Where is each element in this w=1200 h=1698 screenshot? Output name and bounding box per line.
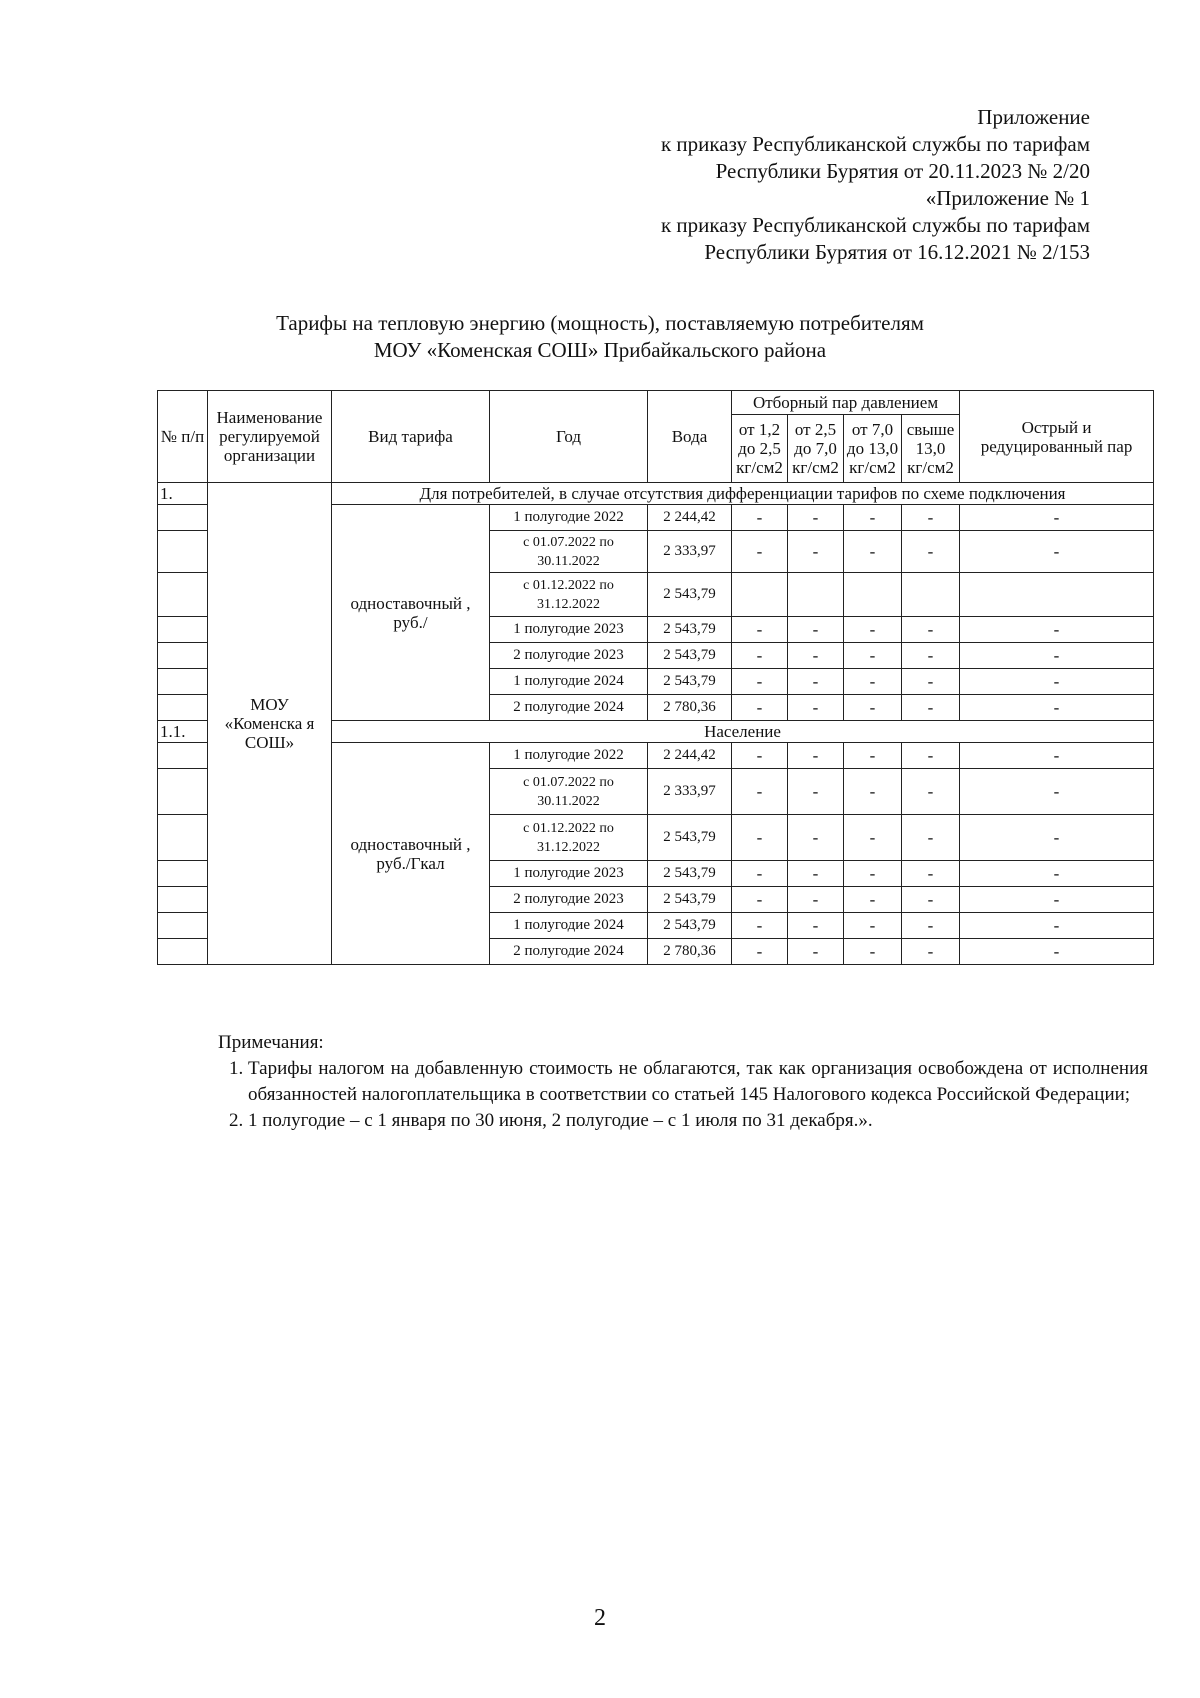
steam-cell: - (732, 695, 788, 721)
header-line: к приказу Республиканской службы по тарифам (660, 132, 1090, 156)
section-row (158, 483, 1154, 505)
steam-cell (902, 573, 960, 617)
steam-cell: - (902, 505, 960, 531)
water-cell: 2 543,79 (648, 913, 732, 939)
num-cell (158, 669, 208, 695)
col-header-steam-group: Отборный пар давлением (732, 391, 960, 415)
steam-cell: - (902, 643, 960, 669)
sharp-cell: - (960, 743, 1154, 769)
year-cell: 1 полугодие 2024 (490, 913, 648, 939)
steam-cell: - (902, 531, 960, 573)
header-row (158, 391, 1154, 415)
steam-cell: - (788, 643, 844, 669)
steam-cell: - (732, 861, 788, 887)
steam-cell: - (788, 887, 844, 913)
year-cell: 2 полугодие 2023 (490, 887, 648, 913)
water-cell: 2 333,97 (648, 531, 732, 573)
col-header-steam-3: от 7,0 до 13,0 кг/см2 (844, 415, 902, 483)
year-cell: с 01.12.2022 по 31.12.2022 (490, 573, 648, 617)
steam-cell: - (732, 769, 788, 815)
steam-cell: - (844, 695, 902, 721)
steam-cell: - (844, 531, 902, 573)
sharp-cell: - (960, 913, 1154, 939)
water-cell: 2 543,79 (648, 815, 732, 861)
steam-cell: - (844, 505, 902, 531)
sharp-cell: - (960, 531, 1154, 573)
col-header-type: Вид тарифа (332, 391, 490, 483)
steam-cell: - (732, 531, 788, 573)
water-cell: 2 543,79 (648, 617, 732, 643)
sharp-cell: - (960, 643, 1154, 669)
page-number: 2 (594, 1605, 606, 1631)
water-cell: 2 543,79 (648, 861, 732, 887)
steam-cell: - (902, 939, 960, 965)
steam-cell: - (902, 743, 960, 769)
steam-cell: - (788, 505, 844, 531)
num-cell (158, 573, 208, 617)
year-cell: 2 полугодие 2024 (490, 695, 648, 721)
water-cell: 2 244,42 (648, 743, 732, 769)
title-line-1: Тарифы на тепловую энергию (мощность), поставляемую потребителям (276, 311, 924, 335)
num-cell (158, 695, 208, 721)
sharp-cell: - (960, 505, 1154, 531)
steam-cell: - (732, 939, 788, 965)
tariff-type-cell: одноставочный , руб./ (332, 505, 490, 721)
steam-cell: - (902, 695, 960, 721)
year-cell: 1 полугодие 2022 (490, 743, 648, 769)
year-cell: 2 полугодие 2023 (490, 643, 648, 669)
col-header-year: Год (490, 391, 648, 483)
steam-cell: - (732, 913, 788, 939)
sharp-cell: - (960, 861, 1154, 887)
steam-cell: - (732, 815, 788, 861)
year-cell: с 01.07.2022 по 30.11.2022 (490, 769, 648, 815)
steam-cell: - (732, 743, 788, 769)
num-cell (158, 815, 208, 861)
steam-cell: - (844, 669, 902, 695)
sharp-cell: - (960, 695, 1154, 721)
steam-cell (788, 573, 844, 617)
col-header-steam-4: свыше 13,0 кг/см2 (902, 415, 960, 483)
water-cell: 2 244,42 (648, 505, 732, 531)
steam-cell (732, 573, 788, 617)
num-cell (158, 887, 208, 913)
num-cell (158, 769, 208, 815)
num-cell (158, 913, 208, 939)
note-item: 1. Тарифы налогом на добавленную стоимость не облагаются, так как организация освобождена от исполнения обязанностей налогоплательщика в соответствии со статьей 145 Налогового кодекса Российской Федерации; (248, 1056, 1148, 1108)
sharp-cell (960, 573, 1154, 617)
steam-cell: - (732, 505, 788, 531)
water-cell: 2 543,79 (648, 887, 732, 913)
sharp-cell: - (960, 815, 1154, 861)
header-line: Республики Бурятия от 16.12.2021 № 2/153 (704, 240, 1090, 264)
tariff-type-cell: одноставочный , руб./Гкал (332, 743, 490, 965)
steam-cell: - (844, 887, 902, 913)
section-title: Население (332, 721, 1154, 743)
steam-cell: - (844, 939, 902, 965)
year-cell: 1 полугодие 2023 (490, 617, 648, 643)
steam-cell: - (902, 769, 960, 815)
tariffs-table (157, 390, 1154, 965)
year-cell: 1 полугодие 2024 (490, 669, 648, 695)
water-cell: 2 543,79 (648, 573, 732, 617)
notes-block (218, 1030, 1148, 1134)
steam-cell: - (788, 669, 844, 695)
section-num: 1.1. (158, 721, 208, 743)
document-title (0, 310, 1200, 364)
steam-cell: - (844, 815, 902, 861)
year-cell: 2 полугодие 2024 (490, 939, 648, 965)
steam-cell: - (902, 861, 960, 887)
steam-cell: - (902, 617, 960, 643)
steam-cell: - (788, 743, 844, 769)
steam-cell: - (788, 939, 844, 965)
section-title: Для потребителей, в случае отсутствия дифференциации тарифов по схеме подключения (332, 483, 1154, 505)
notes-heading: Примечания: (218, 1032, 324, 1053)
notes-list (218, 1056, 1148, 1134)
sharp-cell: - (960, 887, 1154, 913)
col-header-org: Наименование регулируемой организации (208, 391, 332, 483)
org-name-cell: МОУ «Коменска я СОШ» (208, 483, 332, 965)
col-header-sharp: Острый и редуцированный пар (960, 391, 1154, 483)
num-cell (158, 643, 208, 669)
num-cell (158, 531, 208, 573)
steam-cell: - (902, 887, 960, 913)
col-header-num: № п/п (158, 391, 208, 483)
steam-cell: - (844, 861, 902, 887)
steam-cell: - (902, 815, 960, 861)
steam-cell: - (788, 913, 844, 939)
num-cell (158, 861, 208, 887)
header-line: «Приложение № 1 (925, 186, 1090, 210)
num-cell (158, 505, 208, 531)
steam-cell: - (732, 617, 788, 643)
steam-cell: - (902, 913, 960, 939)
sharp-cell: - (960, 617, 1154, 643)
steam-cell: - (732, 887, 788, 913)
section-num: 1. (158, 483, 208, 505)
water-cell: 2 780,36 (648, 695, 732, 721)
sharp-cell: - (960, 669, 1154, 695)
year-cell: 1 полугодие 2023 (490, 861, 648, 887)
steam-cell: - (788, 695, 844, 721)
col-header-steam-1: от 1,2 до 2,5 кг/см2 (732, 415, 788, 483)
steam-cell (844, 573, 902, 617)
water-cell: 2 543,79 (648, 669, 732, 695)
steam-cell: - (788, 617, 844, 643)
steam-cell: - (902, 669, 960, 695)
year-cell: с 01.12.2022 по 31.12.2022 (490, 815, 648, 861)
steam-cell: - (732, 643, 788, 669)
col-header-steam-2: от 2,5 до 7,0 кг/см2 (788, 415, 844, 483)
num-cell (158, 743, 208, 769)
water-cell: 2 543,79 (648, 643, 732, 669)
steam-cell: - (788, 531, 844, 573)
title-line-2: МОУ «Коменская СОШ» Прибайкальского района (373, 338, 827, 362)
col-header-water: Вода (648, 391, 732, 483)
year-cell: 1 полугодие 2022 (490, 505, 648, 531)
steam-cell: - (732, 669, 788, 695)
note-item: 2. 1 полугодие – с 1 января по 30 июня, 2 полугодие – с 1 июля по 31 декабря.». (248, 1108, 1148, 1134)
steam-cell: - (844, 913, 902, 939)
year-cell: с 01.07.2022 по 30.11.2022 (490, 531, 648, 573)
steam-cell: - (788, 769, 844, 815)
steam-cell: - (844, 743, 902, 769)
num-cell (158, 617, 208, 643)
header-line: Приложение (977, 105, 1090, 129)
sharp-cell: - (960, 769, 1154, 815)
steam-cell: - (844, 617, 902, 643)
water-cell: 2 780,36 (648, 939, 732, 965)
document-header (661, 104, 1090, 266)
sharp-cell: - (960, 939, 1154, 965)
num-cell (158, 939, 208, 965)
steam-cell: - (788, 861, 844, 887)
header-line: Республики Бурятия от 20.11.2023 № 2/20 (715, 159, 1090, 183)
steam-cell: - (844, 643, 902, 669)
header-line: к приказу Республиканской службы по тарифам (660, 213, 1090, 237)
steam-cell: - (788, 815, 844, 861)
steam-cell: - (844, 769, 902, 815)
water-cell: 2 333,97 (648, 769, 732, 815)
